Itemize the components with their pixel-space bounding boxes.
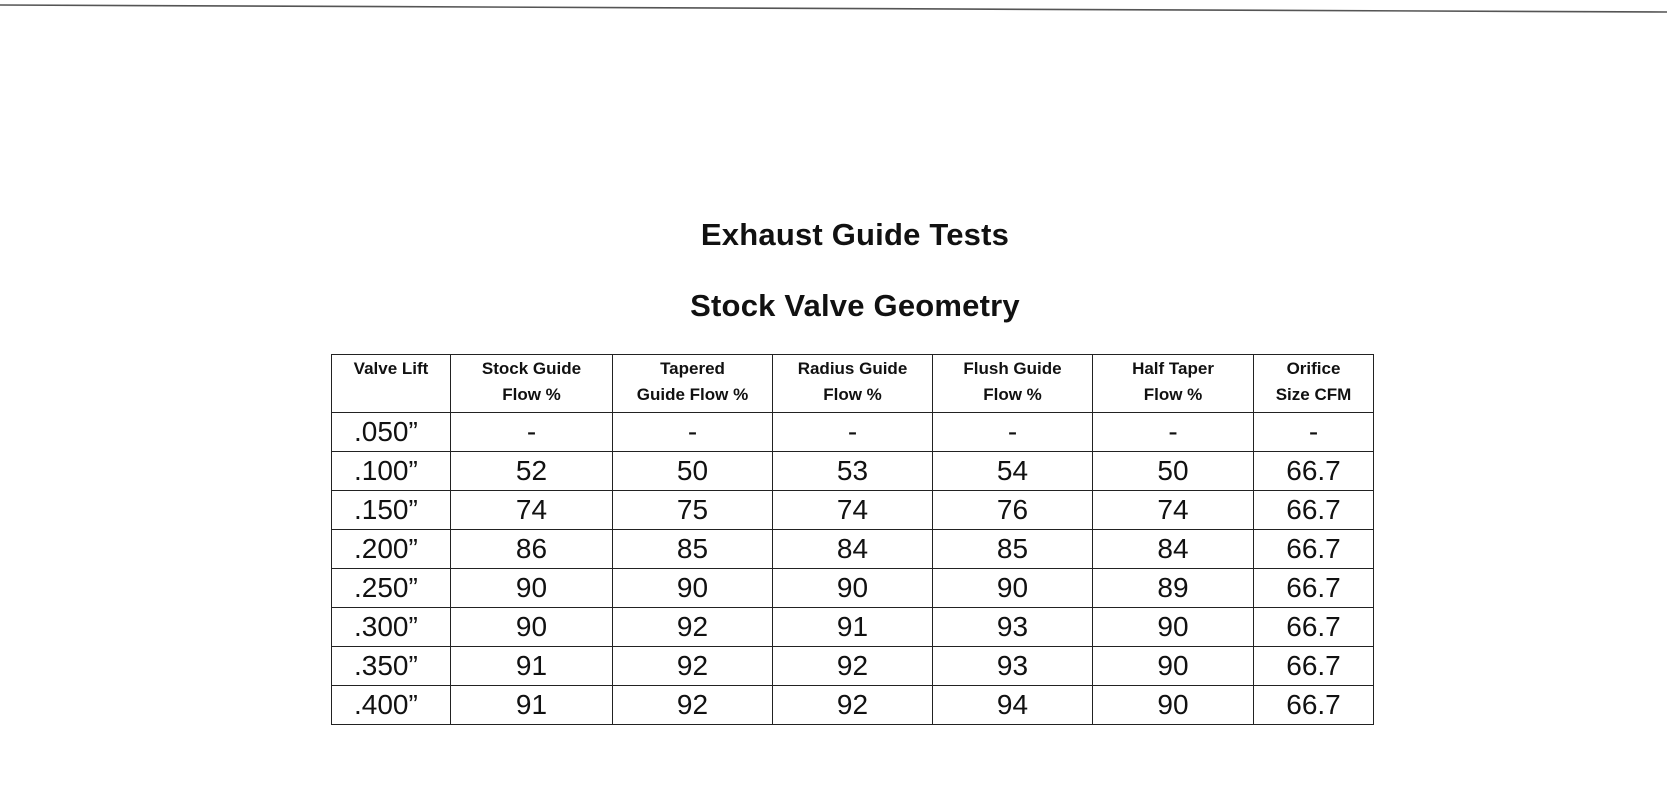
header-radius-guide-flow [773, 355, 933, 413]
radius-guide-cell: 91 [773, 608, 933, 647]
header-line: Tapered [660, 359, 725, 378]
stock-guide-cell: 74 [451, 491, 613, 530]
tapered-guide-cell: 75 [613, 491, 773, 530]
stock-guide-cell: 86 [451, 530, 613, 569]
tapered-guide-cell: - [613, 413, 773, 452]
table-row [332, 647, 1374, 686]
header-line: Flow % [1143, 385, 1203, 404]
stock-guide-cell: 90 [451, 608, 613, 647]
header-line: Size CFM [1275, 385, 1352, 404]
header-line: Orifice [1286, 359, 1341, 378]
header-line: Flush Guide [963, 359, 1062, 378]
radius-guide-cell: 92 [773, 686, 933, 725]
valve-lift-cell: .300” [332, 608, 451, 647]
half-taper-cell: 90 [1093, 608, 1254, 647]
orifice-cfm-cell: 66.7 [1254, 608, 1374, 647]
valve-lift-cell: .200” [332, 530, 451, 569]
orifice-cfm-cell: 66.7 [1254, 491, 1374, 530]
tapered-guide-cell: 92 [613, 647, 773, 686]
header-orifice-size-cfm [1254, 355, 1374, 413]
stock-guide-cell: 90 [451, 569, 613, 608]
header-line: Radius Guide [797, 359, 908, 378]
half-taper-cell: 50 [1093, 452, 1254, 491]
half-taper-cell: 74 [1093, 491, 1254, 530]
radius-guide-cell: 53 [773, 452, 933, 491]
orifice-cfm-cell: 66.7 [1254, 647, 1374, 686]
flush-guide-cell: 85 [933, 530, 1093, 569]
valve-lift-cell: .100” [332, 452, 451, 491]
flush-guide-cell: 54 [933, 452, 1093, 491]
table-row [332, 491, 1374, 530]
radius-guide-cell: 84 [773, 530, 933, 569]
flush-guide-cell: 93 [933, 608, 1093, 647]
radius-guide-cell: - [773, 413, 933, 452]
header-tapered-guide-flow [613, 355, 773, 413]
header-line: Flow % [502, 385, 561, 404]
table-row [332, 686, 1374, 725]
header-row [332, 355, 1374, 413]
stock-guide-cell: 91 [451, 686, 613, 725]
top-rule [0, 3, 1667, 13]
valve-lift-cell: .350” [332, 647, 451, 686]
table-row [332, 530, 1374, 569]
flow-table-container [331, 354, 1374, 725]
tapered-guide-cell: 85 [613, 530, 773, 569]
document-subtitle: Stock Valve Geometry [690, 288, 1020, 323]
flush-guide-cell: 93 [933, 647, 1093, 686]
valve-lift-cell: .050” [332, 413, 451, 452]
orifice-cfm-cell: 66.7 [1254, 530, 1374, 569]
header-line: Flow % [983, 385, 1042, 404]
flow-table [331, 354, 1374, 725]
orifice-cfm-cell: 66.7 [1254, 686, 1374, 725]
radius-guide-cell: 74 [773, 491, 933, 530]
header-line: Guide Flow % [636, 385, 749, 404]
half-taper-cell: 90 [1093, 686, 1254, 725]
header-valve-lift [332, 355, 451, 413]
valve-lift-cell: .400” [332, 686, 451, 725]
table-row [332, 452, 1374, 491]
orifice-cfm-cell: 66.7 [1254, 452, 1374, 491]
stock-guide-cell: 52 [451, 452, 613, 491]
half-taper-cell: - [1093, 413, 1254, 452]
orifice-cfm-cell: - [1254, 413, 1374, 452]
flush-guide-cell: 76 [933, 491, 1093, 530]
valve-lift-cell: .250” [332, 569, 451, 608]
header-stock-guide-flow [451, 355, 613, 413]
flush-guide-cell: 90 [933, 569, 1093, 608]
half-taper-cell: 84 [1093, 530, 1254, 569]
tapered-guide-cell: 92 [613, 608, 773, 647]
orifice-cfm-cell: 66.7 [1254, 569, 1374, 608]
header-line: Half Taper [1132, 359, 1214, 378]
header-line: Flow % [823, 385, 882, 404]
flush-guide-cell: 94 [933, 686, 1093, 725]
tapered-guide-cell: 92 [613, 686, 773, 725]
flush-guide-cell: - [933, 413, 1093, 452]
half-taper-cell: 89 [1093, 569, 1254, 608]
header-half-taper-flow [1093, 355, 1254, 413]
tapered-guide-cell: 50 [613, 452, 773, 491]
header-flush-guide-flow [933, 355, 1093, 413]
table-row [332, 569, 1374, 608]
stock-guide-cell: 91 [451, 647, 613, 686]
radius-guide-cell: 92 [773, 647, 933, 686]
tapered-guide-cell: 90 [613, 569, 773, 608]
half-taper-cell: 90 [1093, 647, 1254, 686]
radius-guide-cell: 90 [773, 569, 933, 608]
valve-lift-cell: .150” [332, 491, 451, 530]
table-row [332, 608, 1374, 647]
document-title: Exhaust Guide Tests [700, 217, 1010, 252]
table-row [332, 413, 1374, 452]
header-line: Stock Guide [481, 359, 582, 378]
stock-guide-cell: - [451, 413, 613, 452]
header-line: Valve Lift [353, 359, 429, 378]
